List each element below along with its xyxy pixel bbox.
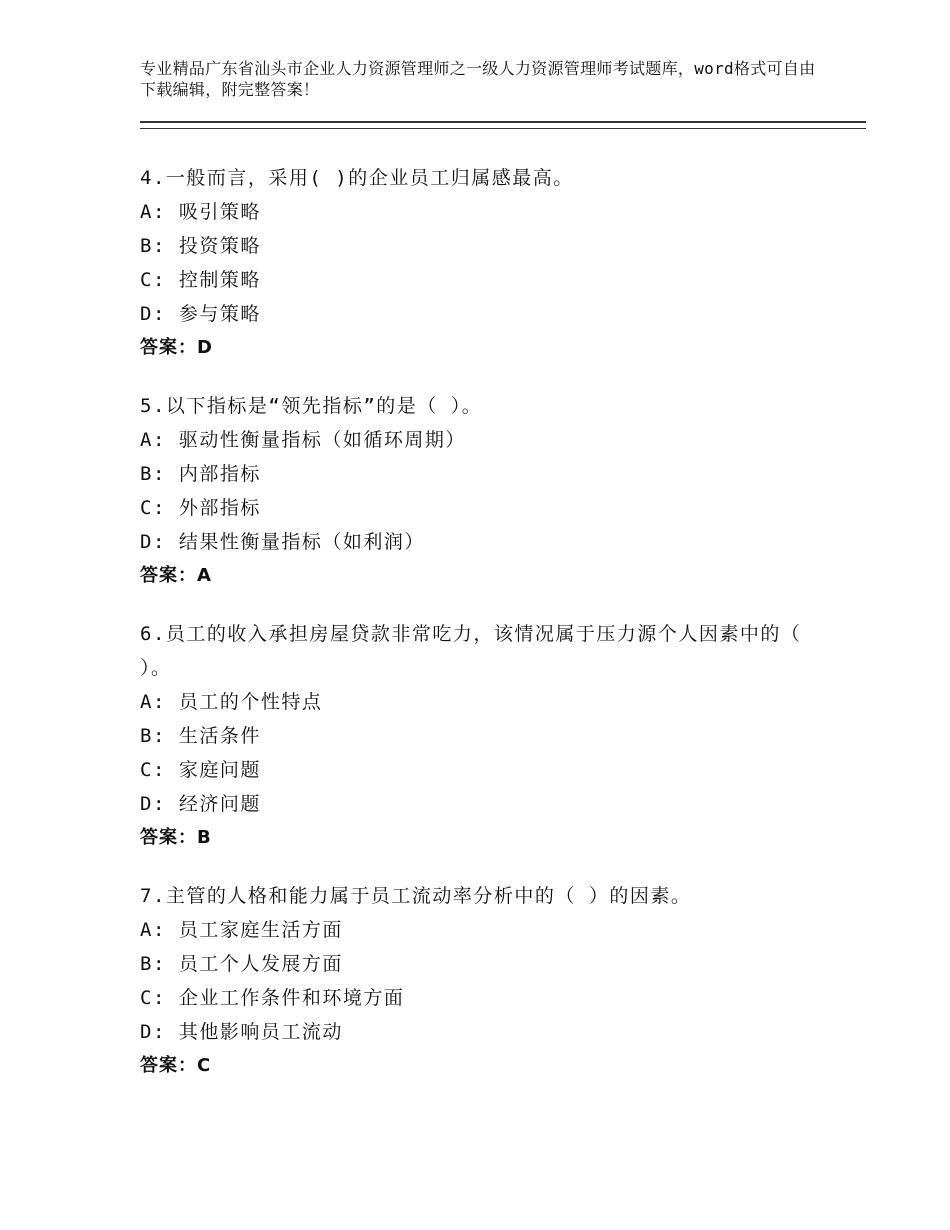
option-a: A: 吸引策略	[140, 201, 261, 223]
option-c: C: 外部指标	[140, 497, 261, 519]
answer-line	[140, 331, 830, 365]
question-stem: 4.一般而言，采用( )的企业员工归属感最高。	[140, 167, 574, 189]
option-c: C: 家庭问题	[140, 759, 261, 781]
question-4	[140, 161, 830, 365]
option-c: C: 企业工作条件和环境方面	[140, 987, 405, 1009]
header-divider	[140, 121, 866, 129]
question-7	[140, 879, 830, 1083]
option-a: A: 员工的个性特点	[140, 691, 323, 713]
question-5	[140, 389, 830, 593]
answer-label: 答案：	[140, 1055, 197, 1076]
option-d: D: 参与策略	[140, 303, 261, 325]
option-d: D: 其他影响员工流动	[140, 1021, 343, 1043]
answer-label: 答案：	[140, 827, 197, 848]
question-6	[140, 617, 830, 855]
option-a: A: 驱动性衡量指标（如循环周期）	[140, 429, 466, 451]
answer-value: A	[197, 565, 212, 586]
document-header: 专业精品广东省汕头市企业人力资源管理师之一级人力资源管理师考试题库，word格式可自由下载编辑，附完整答案！	[140, 59, 816, 99]
answer-label: 答案：	[140, 337, 197, 358]
answer-line	[140, 559, 830, 593]
answer-line	[140, 821, 830, 855]
answer-line	[140, 1049, 830, 1083]
option-b: B: 内部指标	[140, 463, 261, 485]
option-c: C: 控制策略	[140, 269, 261, 291]
question-list	[140, 161, 830, 1107]
option-a: A: 员工家庭生活方面	[140, 919, 343, 941]
question-stem: 5.以下指标是“领先指标”的是（ ）。	[140, 395, 483, 417]
option-d: D: 结果性衡量指标（如利润）	[140, 531, 425, 553]
answer-value: D	[197, 337, 213, 358]
question-stem: 7.主管的人格和能力属于员工流动率分析中的（ ）的因素。	[140, 885, 692, 907]
answer-value: B	[197, 827, 212, 848]
question-stem: 6.员工的收入承担房屋贷款非常吃力，该情况属于压力源个人因素中的（ ）。	[140, 623, 802, 679]
answer-value: C	[197, 1055, 212, 1076]
option-d: D: 经济问题	[140, 793, 261, 815]
option-b: B: 生活条件	[140, 725, 261, 747]
option-b: B: 投资策略	[140, 235, 261, 257]
answer-label: 答案：	[140, 565, 197, 586]
option-b: B: 员工个人发展方面	[140, 953, 343, 975]
